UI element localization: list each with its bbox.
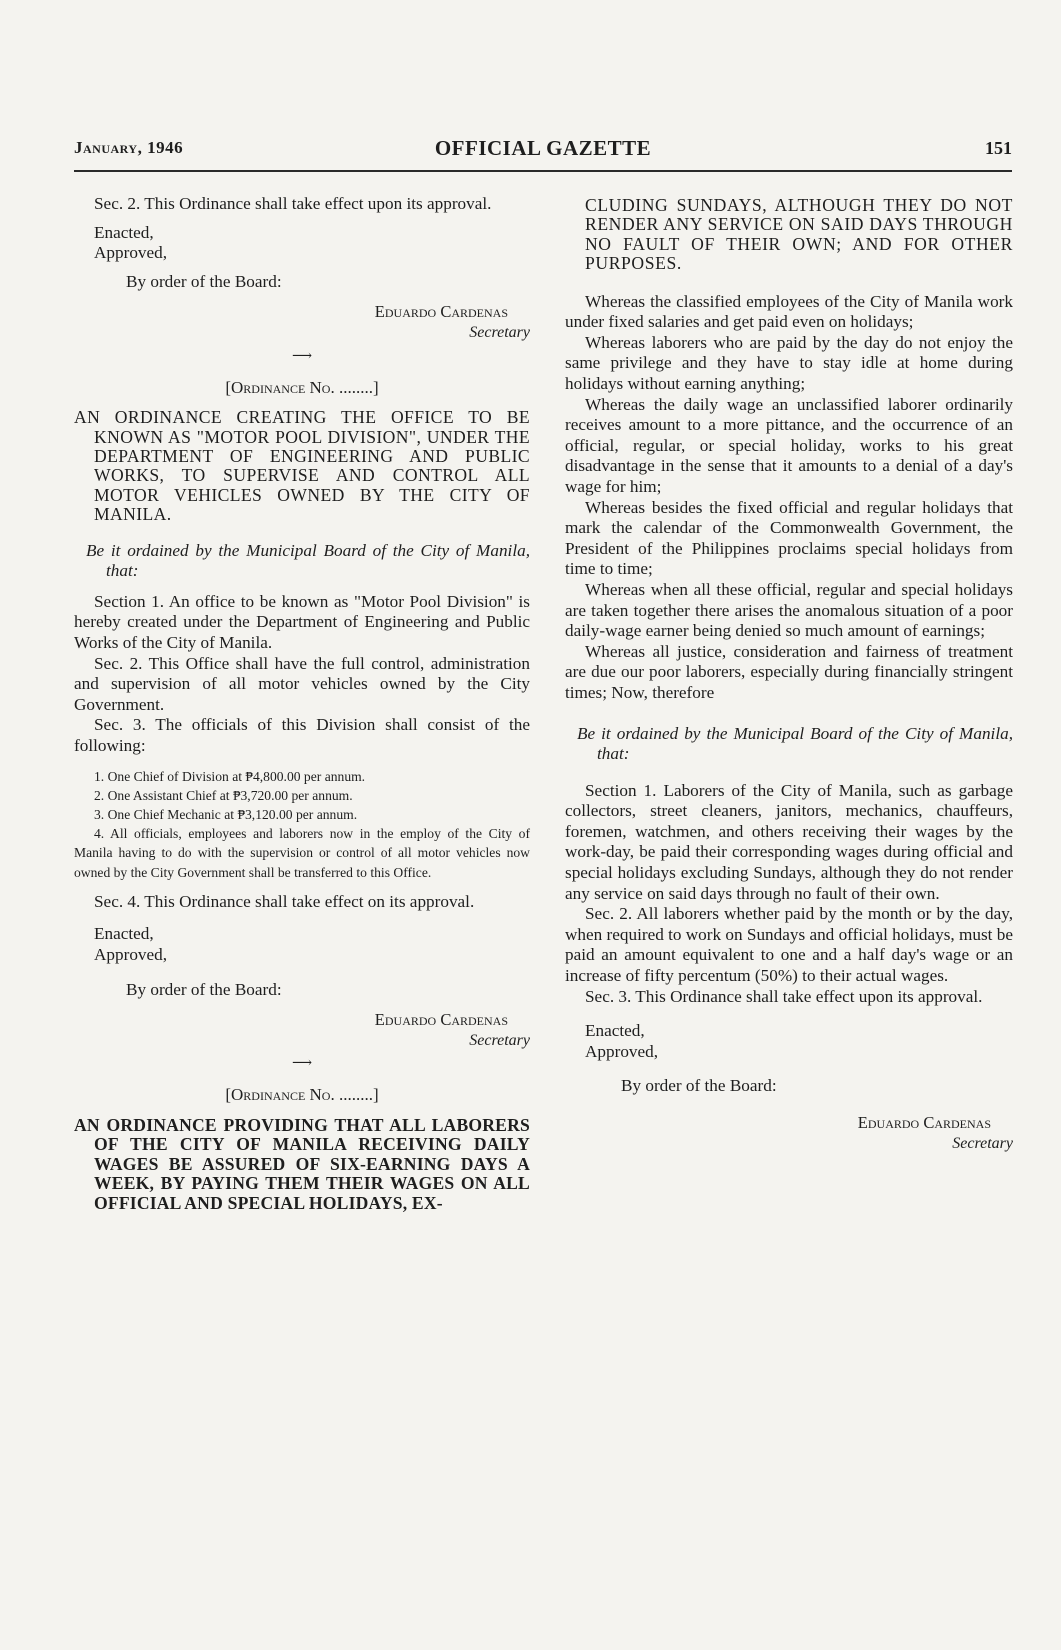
ordinance-number-blank: ........]: [334, 377, 379, 397]
approved-label: Approved,: [585, 1041, 659, 1061]
header-rule: [74, 170, 1012, 172]
ordinance-title-continued: CLUDING SUNDAYS, ALTHOUGH THEY DO NOT RENDER ANY SERVICE ON SAID DAYS THROUGH NO FAULT OF THEIR OWN; AND FOR OTHER PURPOSES.: [585, 195, 1013, 274]
whereas-clause: Whereas laborers who are paid by the day do not enjoy the same privilege and they have to stay idle at home during holidays without earning anything;: [565, 332, 1013, 393]
running-head: [74, 138, 1012, 164]
whereas-clause: Whereas when all these official, regular and special holidays are taken together there arises the anomalous situation of a poor daily-wage earner being denied so much amount of earnings;: [565, 579, 1013, 641]
page-number: 151: [985, 138, 1012, 158]
whereas-clause: Whereas besides the fixed official and regular holidays that mark the calendar of the Commonwealth Government, the President of the Philippines proclaims special holidays from time to time;: [565, 497, 1013, 579]
signatory-name: Eduardo Cardenas: [374, 302, 508, 322]
section-divider: ⟶: [291, 1056, 313, 1072]
list-item: 1. One Chief of Division at ₱4,800.00 per annum.: [94, 768, 366, 784]
signatory-title: Secretary: [469, 1031, 530, 1049]
enacting-clause: Be it ordained by the Municipal Board of the City of Manila, that:: [86, 540, 530, 581]
enacting-clause: Be it ordained by the Municipal Board of the City of Manila, that:: [577, 723, 1013, 764]
section-divider: ⟶: [291, 348, 313, 364]
signatory-name: Eduardo Cardenas: [857, 1113, 991, 1132]
header-month: January: [74, 138, 138, 157]
ordinance-number: [74, 378, 530, 399]
enacted-label: Enacted,: [585, 1021, 645, 1041]
ordinance-number-label: [Ordinance No.: [225, 1085, 335, 1105]
list-item: 2. One Assistant Chief at ₱3,720.00 per annum.: [94, 787, 353, 803]
section-3: Sec. 3. This Ordinance shall take effect upon its approval.: [585, 986, 983, 1006]
enacted-label: Enacted,: [94, 924, 154, 944]
section-2: Sec. 2. All laborers whether paid by the month or by the day, when required to work on Sundays and official holidays, must be paid an amount equivalent to one and a half day's wage or an increase of fifty percentum (50%) to their actual wages.: [565, 904, 1013, 986]
section-4: Sec. 4. This Ordinance shall take effect on its approval.: [94, 891, 475, 911]
by-order-line: By order of the Board:: [126, 979, 282, 999]
whereas-clause: Whereas the classified employees of the City of Manila work under fixed salaries and get paid even on holidays;: [565, 291, 1013, 332]
signatory-title: Secretary: [469, 323, 530, 341]
previous-ordinance-section: Sec. 2. This Ordinance shall take effect upon its approval.: [94, 194, 492, 213]
ordinance-number-blank: ........]: [334, 1085, 379, 1105]
publication-title: OFFICIAL GAZETTE: [434, 136, 652, 160]
approved-label: Approved,: [94, 944, 168, 964]
whereas-clause: Whereas the daily wage an unclassified laborer ordinarily receives amount to a more pittance, and the occurrence of an official, regular, or special holiday, works to his great disadvantage in the sense that it amounts to a denial of a day's wage for him;: [565, 394, 1013, 496]
whereas-clause: Whereas all justice, consideration and fairness of treatment are due our poor laborers, especially during financially stringent times; Now, therefore: [565, 641, 1013, 702]
header-year: , 1946: [137, 138, 184, 157]
section-3: Sec. 3. The officials of this Division shall consist of the following:: [74, 715, 530, 755]
left-column: [74, 194, 530, 1213]
list-item: 3. One Chief Mechanic at ₱3,120.00 per annum.: [94, 806, 358, 822]
ordinance-number-label: [Ordinance No.: [225, 377, 335, 397]
ordinance-title: AN ORDINANCE CREATING THE OFFICE TO BE KNOWN AS "MOTOR POOL DIVISION", UNDER THE DEPARTMENT OF ENGINEERING AND PUBLIC WORKS, TO SUPERVISE AND CONTROL ALL MOTOR VEHICLES OWNED BY THE CITY OF MANILA.: [74, 407, 530, 525]
enacted-label: Enacted,: [94, 222, 154, 242]
signatory-title: Secretary: [952, 1134, 1013, 1152]
by-order-line: By order of the Board:: [126, 271, 282, 291]
ordinance-title: AN ORDINANCE PROVIDING THAT ALL LABORERS OF THE CITY OF MANILA RECEIVING DAILY WAGES BE ASSURED OF SIX-EARNING DAYS A WEEK, BY PAYING THEM THEIR WAGES ON ALL OFFICIAL AND SPECIAL HOLIDAYS, EX-: [74, 1114, 530, 1213]
officials-list: [74, 767, 530, 882]
ordinance-number: [74, 1085, 530, 1106]
approved-label: Approved,: [94, 243, 168, 263]
section-1: Section 1. An office to be known as "Motor Pool Division" is hereby created under the Department of Engineering and Public Works of the City of Manila.: [74, 591, 530, 652]
section-2: Sec. 2. This Office shall have the full control, administration and supervision of all motor vehicles owned by the City Government.: [74, 653, 530, 714]
right-column: [565, 196, 1013, 1154]
by-order-line: By order of the Board:: [621, 1076, 777, 1096]
section-1: Section 1. Laborers of the City of Manila, such as garbage collectors, street cleaners, janitors, mechanics, chauffeurs, foremen, watchmen, and others receiving their wages by the work-day, be paid their corresponding wages during official and special holidays excluding Sundays, although they do not render any service on said days through no fault of their own.: [565, 780, 1013, 903]
list-item: 4. All officials, employees and laborers now in the employ of the City of Manila having to do with the supervision or control of all motor vehicles now owned by the City Government shall be transferred to this Office.: [74, 826, 530, 880]
signatory-name: Eduardo Cardenas: [374, 1010, 508, 1030]
